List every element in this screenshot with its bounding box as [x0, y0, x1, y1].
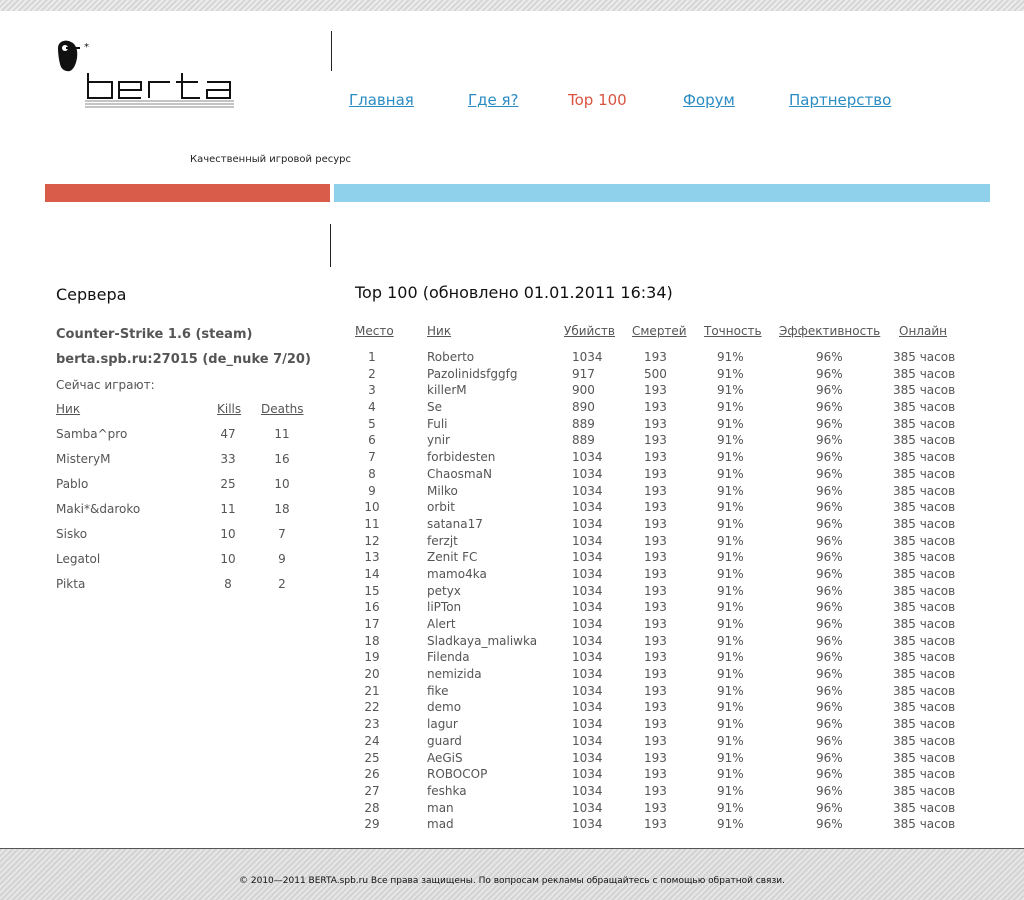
player-row	[56, 527, 316, 552]
cell-place: 12	[364, 533, 380, 548]
column-header-kills[interactable]: Kills	[217, 402, 242, 416]
cell-deaths: 193	[644, 683, 667, 698]
cell-nick[interactable]: Zenit FC	[427, 550, 478, 565]
content-divider	[330, 224, 331, 267]
cell-accuracy: 91%	[717, 817, 744, 832]
cell-deaths: 193	[644, 550, 667, 565]
cell-efficiency: 96%	[816, 516, 843, 531]
table-row	[355, 650, 995, 667]
cell-place: 26	[364, 767, 380, 782]
cell-kills: 1034	[572, 783, 603, 798]
cell-online: 385 часов	[893, 450, 956, 465]
player-kills: 47	[220, 427, 236, 441]
cell-place: 9	[368, 483, 376, 498]
cell-kills: 1034	[572, 683, 603, 698]
cell-nick[interactable]: Milko	[427, 483, 458, 498]
player-row	[56, 577, 316, 602]
cell-online: 385 часов	[893, 466, 956, 481]
cell-nick[interactable]: man	[427, 800, 454, 815]
nav-link-home[interactable]: Главная	[349, 91, 414, 109]
cell-efficiency: 96%	[816, 633, 843, 648]
cell-nick[interactable]: satana17	[427, 516, 483, 531]
table-row	[355, 700, 995, 717]
cell-nick[interactable]: Fuli	[427, 416, 448, 431]
cell-accuracy: 91%	[717, 600, 744, 615]
cell-deaths: 500	[644, 366, 667, 381]
players-table-body	[56, 427, 316, 602]
cell-efficiency: 96%	[816, 817, 843, 832]
cell-online: 385 часов	[893, 717, 956, 732]
cell-place: 10	[364, 500, 380, 515]
cell-online: 385 часов	[893, 633, 956, 648]
cell-nick[interactable]: Filenda	[427, 650, 470, 665]
sidebar-title: Сервера	[56, 285, 127, 304]
table-row	[355, 550, 995, 567]
cell-deaths: 193	[644, 500, 667, 515]
cell-efficiency: 96%	[816, 383, 843, 398]
cell-efficiency: 96%	[816, 650, 843, 665]
cell-place: 7	[368, 450, 376, 465]
table-row	[355, 584, 995, 601]
cell-nick[interactable]: ROBOCOP	[427, 767, 488, 782]
cell-place: 18	[364, 633, 380, 648]
nav-link-top100[interactable]: Top 100	[568, 91, 627, 109]
player-row	[56, 477, 316, 502]
cell-efficiency: 96%	[816, 400, 843, 415]
cell-online: 385 часов	[893, 583, 956, 598]
players-table	[56, 402, 316, 602]
cell-online: 385 часов	[893, 650, 956, 665]
cell-place: 27	[364, 783, 380, 798]
cell-kills: 1034	[572, 500, 603, 515]
cell-efficiency: 96%	[816, 767, 843, 782]
cell-efficiency: 96%	[816, 366, 843, 381]
cell-efficiency: 96%	[816, 566, 843, 581]
cell-place: 15	[364, 583, 380, 598]
cell-place: 21	[364, 683, 380, 698]
cell-efficiency: 96%	[816, 600, 843, 615]
cell-place: 17	[364, 617, 380, 631]
cell-accuracy: 91%	[717, 433, 744, 448]
cell-online: 385 часов	[893, 800, 956, 815]
table-row	[355, 801, 995, 818]
cell-deaths: 193	[644, 750, 667, 765]
table-row	[355, 617, 995, 634]
player-nick: Maki*&daroko	[56, 502, 141, 516]
cell-online: 385 часов	[893, 817, 956, 832]
cell-place: 22	[364, 700, 380, 715]
cell-deaths: 193	[644, 817, 667, 832]
page-title: Top 100 (обновлено 01.01.2011 16:34)	[355, 283, 673, 302]
cell-place: 25	[364, 750, 380, 765]
cell-kills: 1034	[572, 450, 603, 465]
cell-accuracy: 91%	[717, 533, 744, 548]
cell-accuracy: 91%	[717, 783, 744, 798]
table-row	[355, 367, 995, 384]
column-header-nick[interactable]: Ник	[56, 402, 81, 416]
cell-kills: 1034	[572, 583, 603, 598]
cell-kills: 917	[572, 366, 595, 381]
table-row	[355, 383, 995, 400]
nav-link-forum[interactable]: Форум	[683, 91, 735, 109]
cell-accuracy: 91%	[717, 733, 744, 748]
cell-nick[interactable]: ynir	[427, 433, 450, 448]
cell-efficiency: 96%	[816, 500, 843, 515]
cell-efficiency: 96%	[816, 466, 843, 481]
cell-nick[interactable]: demo	[427, 700, 462, 715]
player-deaths: 18	[274, 502, 290, 516]
cell-online: 385 часов	[893, 566, 956, 581]
cell-deaths: 193	[644, 450, 667, 465]
footer	[0, 848, 1024, 900]
cell-place: 6	[368, 433, 376, 448]
cell-deaths: 193	[644, 600, 667, 615]
cell-deaths: 193	[644, 350, 667, 364]
cell-online: 385 часов	[893, 383, 956, 398]
cell-accuracy: 91%	[717, 450, 744, 465]
cell-kills: 1034	[572, 466, 603, 481]
cell-efficiency: 96%	[816, 683, 843, 698]
cell-accuracy: 91%	[717, 566, 744, 581]
cell-kills: 1034	[572, 350, 603, 364]
cell-nick[interactable]: AeGiS	[427, 750, 463, 765]
cell-kills: 1034	[572, 533, 603, 548]
cell-deaths: 193	[644, 466, 667, 481]
cell-kills: 1034	[572, 800, 603, 815]
cell-online: 385 часов	[893, 617, 956, 631]
cell-accuracy: 91%	[717, 800, 744, 815]
cell-kills: 1034	[572, 600, 603, 615]
cell-online: 385 часов	[893, 533, 956, 548]
cell-nick[interactable]: Alert	[427, 617, 456, 631]
cell-deaths: 193	[644, 583, 667, 598]
cell-deaths: 193	[644, 800, 667, 815]
cell-place: 29	[364, 817, 380, 832]
cell-accuracy: 91%	[717, 550, 744, 565]
cell-accuracy: 91%	[717, 717, 744, 732]
player-deaths: 16	[274, 452, 290, 466]
cell-nick[interactable]: forbidesten	[427, 450, 496, 465]
cell-efficiency: 96%	[816, 533, 843, 548]
column-header-accuracy[interactable]: Точность	[704, 324, 762, 338]
now-playing-label: Сейчас играют:	[56, 378, 155, 392]
player-kills: 33	[220, 452, 236, 466]
cell-accuracy: 91%	[717, 750, 744, 765]
cell-nick[interactable]: fike	[427, 683, 449, 698]
player-nick: Samba^pro	[56, 427, 128, 441]
cell-accuracy: 91%	[717, 767, 744, 782]
cell-online: 385 часов	[893, 400, 956, 415]
cell-accuracy: 91%	[717, 516, 744, 531]
player-nick: Sisko	[56, 527, 88, 541]
top100-table-header	[355, 324, 995, 350]
cell-kills: 900	[572, 383, 595, 398]
cell-deaths: 193	[644, 433, 667, 448]
player-nick: Pikta	[56, 577, 86, 591]
cell-accuracy: 91%	[717, 483, 744, 498]
cell-online: 385 часов	[893, 733, 956, 748]
cell-kills: 889	[572, 416, 595, 431]
cell-accuracy: 91%	[717, 350, 744, 364]
cell-online: 385 часов	[893, 500, 956, 515]
cell-place: 14	[364, 566, 380, 581]
cell-online: 385 часов	[893, 366, 956, 381]
player-row	[56, 427, 316, 452]
player-deaths: 2	[278, 577, 286, 591]
berta-logo-icon	[52, 38, 302, 118]
cell-online: 385 часов	[893, 767, 956, 782]
cell-efficiency: 96%	[816, 550, 843, 565]
cell-efficiency: 96%	[816, 717, 843, 732]
table-row	[355, 634, 995, 651]
cell-kills: 1034	[572, 817, 603, 832]
table-row	[355, 767, 995, 784]
cell-nick[interactable]: liPTon	[427, 600, 462, 615]
table-row	[355, 534, 995, 551]
cell-deaths: 193	[644, 667, 667, 682]
cell-place: 2	[368, 366, 376, 381]
server-address: berta.spb.ru:27015 (de_nuke 7/20)	[56, 352, 311, 367]
cell-place: 13	[364, 550, 380, 565]
cell-kills: 1034	[572, 733, 603, 748]
cell-accuracy: 91%	[717, 667, 744, 682]
player-nick: Legatol	[56, 552, 101, 566]
cell-place: 11	[364, 516, 380, 531]
cell-kills: 1034	[572, 633, 603, 648]
top100-table-body	[355, 350, 995, 834]
column-header-nick[interactable]: Ник	[427, 324, 452, 338]
cell-online: 385 часов	[893, 516, 956, 531]
cell-place: 19	[364, 650, 380, 665]
cell-online: 385 часов	[893, 350, 956, 364]
table-row	[355, 433, 995, 450]
cell-deaths: 193	[644, 617, 667, 631]
cell-accuracy: 91%	[717, 366, 744, 381]
cell-nick[interactable]: Se	[427, 400, 442, 415]
cell-accuracy: 91%	[717, 617, 744, 631]
cell-nick[interactable]: guard	[427, 733, 462, 748]
cell-nick[interactable]: mad	[427, 817, 454, 832]
column-header-deaths[interactable]: Смертей	[632, 324, 687, 338]
cell-kills: 890	[572, 400, 595, 415]
cell-deaths: 193	[644, 566, 667, 581]
cell-nick[interactable]: Pazolinidsfggfg	[427, 366, 518, 381]
player-nick: MisteryM	[56, 452, 111, 466]
table-row	[355, 567, 995, 584]
cell-online: 385 часов	[893, 600, 956, 615]
cell-place: 20	[364, 667, 380, 682]
column-header-online[interactable]: Онлайн	[899, 324, 947, 338]
cell-efficiency: 96%	[816, 800, 843, 815]
player-nick: Pablo	[56, 477, 89, 491]
cell-nick[interactable]: feshka	[427, 783, 467, 798]
cell-deaths: 193	[644, 633, 667, 648]
table-row	[355, 684, 995, 701]
cell-online: 385 часов	[893, 483, 956, 498]
cell-deaths: 193	[644, 717, 667, 732]
cell-efficiency: 96%	[816, 416, 843, 431]
cell-deaths: 193	[644, 400, 667, 415]
players-table-header	[56, 402, 316, 427]
cell-accuracy: 91%	[717, 700, 744, 715]
cell-nick[interactable]: orbit	[427, 500, 455, 515]
player-kills: 10	[220, 552, 236, 566]
footer-copyright: © 2010—2011 BERTA.spb.ru Все права защищены. По вопросам рекламы обращайтесь с помощью обратной связи.	[239, 876, 785, 886]
accent-bar-red	[45, 184, 330, 202]
cell-place: 28	[364, 800, 380, 815]
cell-accuracy: 91%	[717, 583, 744, 598]
player-deaths: 11	[274, 427, 290, 441]
cell-accuracy: 91%	[717, 416, 744, 431]
cell-place: 1	[368, 350, 376, 364]
cell-place: 23	[364, 717, 380, 732]
site-tagline: Качественный игровой ресурс	[190, 154, 351, 165]
table-row	[355, 350, 995, 367]
cell-accuracy: 91%	[717, 500, 744, 515]
cell-efficiency: 96%	[816, 750, 843, 765]
player-row	[56, 452, 316, 477]
cell-efficiency: 96%	[816, 483, 843, 498]
table-row	[355, 717, 995, 734]
cell-efficiency: 96%	[816, 583, 843, 598]
cell-kills: 889	[572, 433, 595, 448]
top-stripe	[0, 0, 1024, 11]
cell-deaths: 193	[644, 783, 667, 798]
cell-nick[interactable]: Sladkaya_maliwka	[427, 633, 538, 648]
cell-kills: 1034	[572, 750, 603, 765]
cell-deaths: 193	[644, 516, 667, 531]
player-kills: 25	[220, 477, 236, 491]
player-row	[56, 502, 316, 527]
cell-accuracy: 91%	[717, 633, 744, 648]
cell-online: 385 часов	[893, 550, 956, 565]
cell-deaths: 193	[644, 650, 667, 665]
cell-kills: 1034	[572, 717, 603, 732]
cell-kills: 1034	[572, 767, 603, 782]
player-deaths: 10	[274, 477, 290, 491]
cell-place: 4	[368, 400, 376, 415]
cell-online: 385 часов	[893, 683, 956, 698]
cell-efficiency: 96%	[816, 350, 843, 364]
table-row	[355, 484, 995, 501]
cell-place: 8	[368, 466, 376, 481]
cell-nick[interactable]: mamo4ka	[427, 566, 487, 581]
player-kills: 10	[220, 527, 236, 541]
column-header-kills[interactable]: Убийств	[564, 324, 615, 338]
cell-kills: 1034	[572, 483, 603, 498]
cell-kills: 1034	[572, 516, 603, 531]
cell-accuracy: 91%	[717, 466, 744, 481]
svg-text:*: *	[84, 42, 89, 53]
cell-accuracy: 91%	[717, 400, 744, 415]
accent-bar-blue	[334, 184, 990, 202]
cell-kills: 1034	[572, 617, 603, 631]
cell-deaths: 193	[644, 700, 667, 715]
player-kills: 11	[220, 502, 236, 516]
cell-online: 385 часов	[893, 416, 956, 431]
cell-efficiency: 96%	[816, 433, 843, 448]
table-row	[355, 734, 995, 751]
player-row	[56, 552, 316, 577]
header-divider	[331, 31, 332, 71]
cell-accuracy: 91%	[717, 650, 744, 665]
nav-link-partnership[interactable]: Партнерство	[789, 91, 892, 109]
cell-place: 3	[368, 383, 376, 398]
cell-nick[interactable]: lagur	[427, 717, 458, 732]
table-row	[355, 417, 995, 434]
cell-efficiency: 96%	[816, 450, 843, 465]
cell-kills: 1034	[572, 550, 603, 565]
cell-place: 24	[364, 733, 380, 748]
cell-deaths: 193	[644, 733, 667, 748]
cell-online: 385 часов	[893, 667, 956, 682]
table-row	[355, 600, 995, 617]
table-row	[355, 667, 995, 684]
table-row	[355, 400, 995, 417]
cell-nick[interactable]: nemizida	[427, 667, 482, 682]
cell-nick[interactable]: petyx	[427, 583, 461, 598]
cell-deaths: 193	[644, 767, 667, 782]
cell-nick[interactable]: killerM	[427, 383, 467, 398]
player-deaths: 9	[278, 552, 286, 566]
player-kills: 8	[224, 577, 232, 591]
cell-accuracy: 91%	[717, 383, 744, 398]
table-row	[355, 784, 995, 801]
cell-efficiency: 96%	[816, 783, 843, 798]
table-row	[355, 500, 995, 517]
cell-nick[interactable]: Roberto	[427, 350, 475, 364]
cell-deaths: 193	[644, 383, 667, 398]
cell-place: 16	[364, 600, 380, 615]
cell-kills: 1034	[572, 650, 603, 665]
cell-online: 385 часов	[893, 700, 956, 715]
cell-online: 385 часов	[893, 783, 956, 798]
cell-nick[interactable]: ChaosmaN	[427, 466, 492, 481]
nav-link-where-am-i[interactable]: Где я?	[468, 91, 519, 109]
top100-table	[355, 324, 995, 834]
column-header-deaths[interactable]: Deaths	[261, 402, 304, 416]
cell-accuracy: 91%	[717, 683, 744, 698]
cell-efficiency: 96%	[816, 700, 843, 715]
table-row	[355, 467, 995, 484]
table-row	[355, 517, 995, 534]
player-deaths: 7	[278, 527, 286, 541]
cell-deaths: 193	[644, 533, 667, 548]
table-row	[355, 751, 995, 768]
cell-online: 385 часов	[893, 750, 956, 765]
table-row	[355, 817, 995, 834]
cell-kills: 1034	[572, 667, 603, 682]
cell-place: 5	[368, 416, 376, 431]
cell-deaths: 193	[644, 483, 667, 498]
cell-kills: 1034	[572, 700, 603, 715]
column-header-efficiency[interactable]: Эффективность	[779, 324, 881, 338]
server-game: Counter-Strike 1.6 (steam)	[56, 327, 253, 342]
site-logo[interactable]	[52, 38, 351, 165]
cell-efficiency: 96%	[816, 667, 843, 682]
table-row	[355, 450, 995, 467]
cell-efficiency: 96%	[816, 617, 843, 631]
cell-online: 385 часов	[893, 433, 956, 448]
column-header-place[interactable]: Место	[355, 324, 394, 338]
cell-kills: 1034	[572, 566, 603, 581]
cell-efficiency: 96%	[816, 733, 843, 748]
cell-deaths: 193	[644, 416, 667, 431]
cell-nick[interactable]: ferzjt	[427, 533, 458, 548]
